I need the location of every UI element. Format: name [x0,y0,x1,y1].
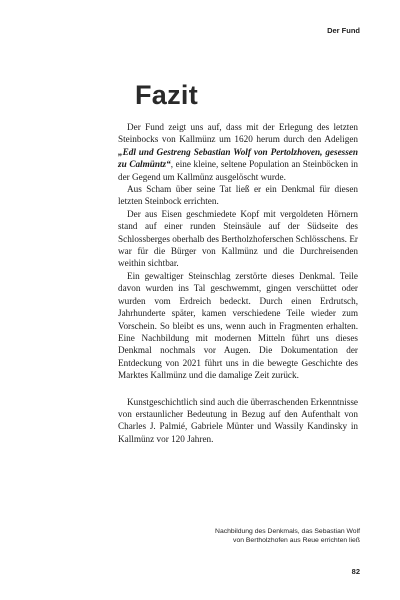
nobleman-name: „Edl und Gestreng Sebastian Wolf von Pertolzhoven, gesessen zu Calmüntz“ [118,146,358,170]
paragraph-1 [118,121,358,183]
running-header: Der Fund [327,26,360,35]
caption-line-1: Nachbildung des Denkmals, das Sebastian Wolf [215,528,360,535]
chapter-title: Fazit [135,80,199,110]
page-number: 82 [351,567,360,576]
paragraph-3: Der aus Eisen geschmiedete Kopf mit vergoldeten Hörnern stand auf einer runden Steinsäule auf der Südseite des Schlossberges oberhalb des Bertholzhoferschen Schlösschens. Er war für die Bürger von Kallmünz und die Durchreisenden weithin sichtbar. [118,208,358,269]
paragraph-5: Kunstgeschichtlich sind auch die überraschenden Erkenntnisse von erstaunlicher Bedeutung in Bezug auf den Aufenthalt von Charles J. Palmié, Gabriele Münter und Wassily Kandinsky in Kallmünz vor 120 Jahren. [118,396,358,444]
paragraph-4: Ein gewaltiger Steinschlag zerstörte dieses Denkmal. Teile davon wurden ins Tal geschwemmt, gingen verschüttet oder wurden vom Erdreich bedeckt. Durch einen Erdrutsch, Jahrhunderte später, kamen verschiedene Teile wieder zum Vorschein. So bleibt es uns, wenn auch in Fragmenten erhalten. Eine Nachbildung mit modernen Mitteln führt uns dieses Denkmal nochmals vor Augen. Die Dokumentation der Entdeckung von 2021 führt uns in die bewegte Geschichte des Marktes Kallmünz und die damalige Zeit zurück. [118,270,358,381]
body-text [118,121,358,445]
paragraph-2: Aus Scham über seine Tat ließ er ein Denkmal für diesen letzten Steinbock errichten. [118,184,358,207]
figure-caption [160,528,360,546]
paragraph-1-text-b: , eine kleine, seltene Population an Steinböcken in der Gegend um Kallmünz ausgelöscht wurde. [118,159,359,182]
paragraph-1-text-a: Der Fund zeigt uns auf, dass mit der Erlegung des letzten Steinbocks von Kallmünz um 1620 herum durch den Adeligen [118,122,358,145]
caption-line-2: von Bertholzhofen aus Reue errichten ließ [233,536,360,544]
